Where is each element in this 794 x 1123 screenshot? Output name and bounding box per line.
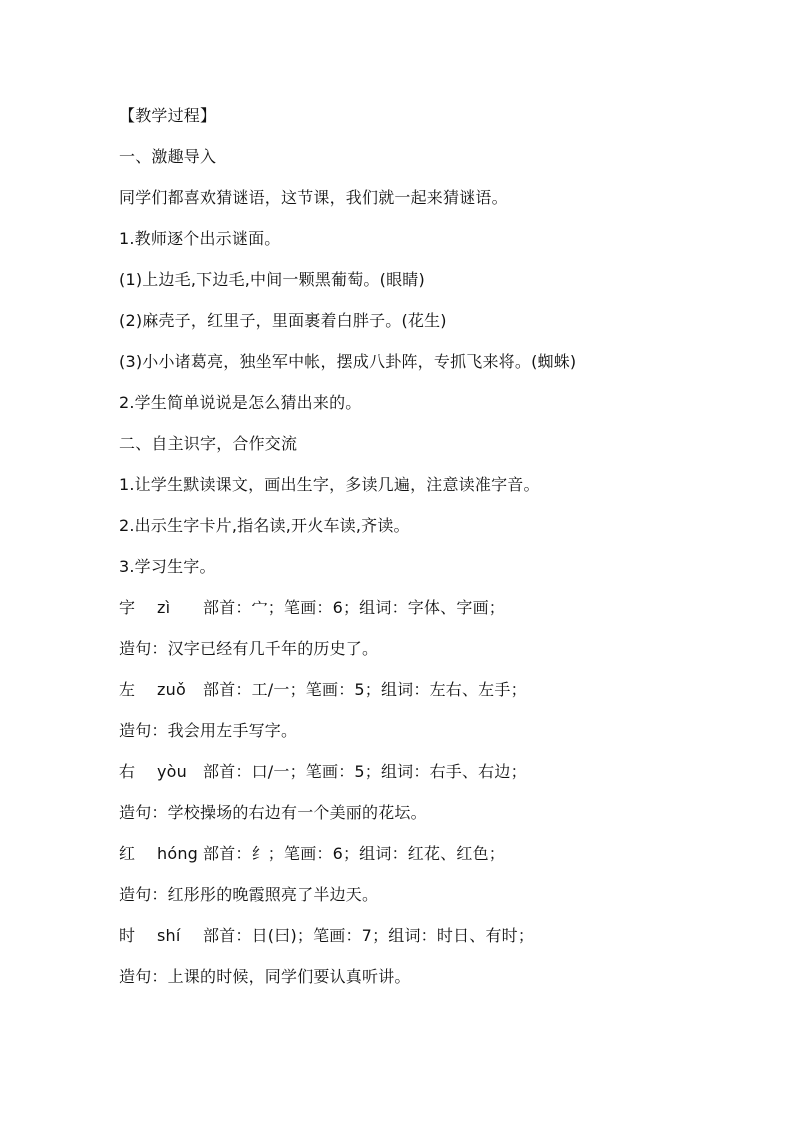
- character-glyph: 右: [119, 762, 136, 781]
- character-pinyin: zì: [157, 598, 171, 617]
- character-detail: 部首：工/一；笔画：5；组词：左右、左手；: [203, 680, 527, 699]
- character-entry: [119, 758, 759, 799]
- character-glyph: 左: [119, 680, 136, 699]
- part1-step2: 2.学生简单说说是怎么猜出来的。: [119, 393, 362, 412]
- part1-heading: 一、激趣导入: [119, 147, 217, 166]
- character-glyph: 红: [119, 844, 136, 863]
- character-sentence: 造句：汉字已经有几千年的历史了。: [119, 639, 379, 658]
- character-pinyin: yòu: [157, 762, 187, 781]
- riddle-1: (1)上边毛,下边毛,中间一颗黑葡萄。(眼睛): [119, 270, 425, 289]
- part2-step-1: 1.让学生默读课文，画出生字，多读几遍，注意读准字音。: [119, 475, 540, 494]
- character-sentence: 造句：学校操场的右边有一个美丽的花坛。: [119, 803, 427, 822]
- character-pinyin: zuǒ: [157, 680, 186, 699]
- riddle-3: (3)小小诸葛亮，独坐军中帐，摆成八卦阵，专抓飞来将。(蜘蛛): [119, 352, 577, 371]
- character-entry: [119, 594, 759, 635]
- character-sentence: 造句：红彤彤的晚霞照亮了半边天。: [119, 885, 379, 904]
- section-title: 【教学过程】: [119, 106, 217, 125]
- part1-step1: 1.教师逐个出示谜面。: [119, 229, 281, 248]
- character-pinyin: hóng: [157, 844, 199, 863]
- character-entry: [119, 922, 759, 963]
- character-entry: [119, 676, 759, 717]
- character-sentence: 造句：我会用左手写字。: [119, 721, 298, 740]
- document-content: [119, 102, 759, 1004]
- riddle-2: (2)麻壳子，红里子，里面裹着白胖子。(花生): [119, 311, 447, 330]
- character-detail: 部首：日(曰)；笔画：7；组词：时日、有时；: [203, 926, 535, 945]
- part1-intro: 同学们都喜欢猜谜语，这节课，我们就一起来猜谜语。: [119, 188, 508, 207]
- part2-step-3: 3.学习生字。: [119, 557, 216, 576]
- character-glyph: 时: [119, 926, 136, 945]
- character-entry: [119, 840, 759, 881]
- character-glyph: 字: [119, 598, 136, 617]
- character-detail: 部首：宀；笔画：6；组词：字体、字画；: [203, 598, 505, 617]
- character-sentence: 造句：上课的时候，同学们要认真听讲。: [119, 967, 411, 986]
- character-pinyin: shí: [157, 926, 181, 945]
- character-detail: 部首：口/一；笔画：5；组词：右手、右边；: [203, 762, 527, 781]
- part2-heading: 二、自主识字，合作交流: [119, 434, 298, 453]
- part2-step-2: 2.出示生字卡片,指名读,开火车读,齐读。: [119, 516, 410, 535]
- character-detail: 部首：纟；笔画：6；组词：红花、红色；: [203, 844, 505, 863]
